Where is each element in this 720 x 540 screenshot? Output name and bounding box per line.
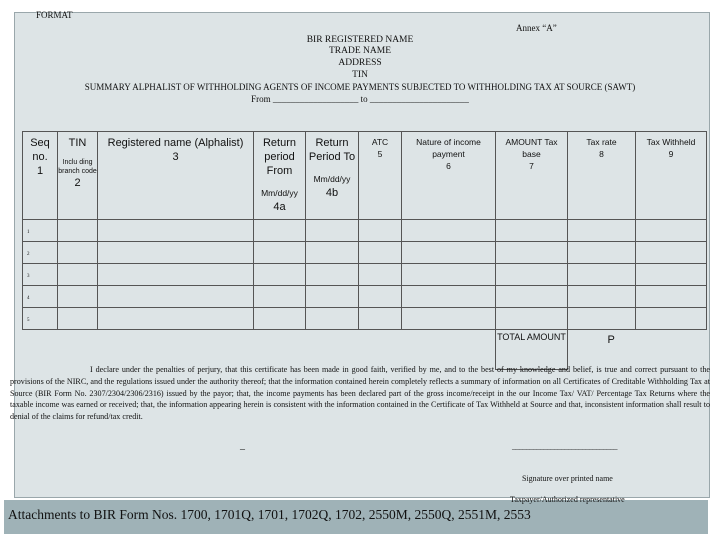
header-address: ADDRESS <box>338 58 382 68</box>
col-atc: ATC 5 <box>359 132 402 220</box>
table-row <box>23 286 707 308</box>
row-number: 2 <box>27 252 30 257</box>
annex-label: Annex “A” <box>516 23 557 33</box>
col-registered-name: Registered name (Alphalist) 3 <box>98 132 254 220</box>
col-tax-withheld: Tax Withheld 9 <box>636 132 707 220</box>
col-tax-base: AMOUNT Tax base 7 <box>496 132 568 220</box>
alphalist-table <box>22 131 707 370</box>
table-header-row <box>23 132 707 220</box>
header-trade-name: TRADE NAME <box>328 46 391 56</box>
form-label: FORMAT <box>36 10 73 20</box>
row-number: 1 <box>27 230 30 235</box>
col-tax-rate: Tax rate 8 <box>568 132 636 220</box>
table-row <box>23 242 707 264</box>
header-tin: TIN <box>352 70 368 80</box>
col-nature-income: Nature of income payment 6 <box>402 132 496 220</box>
page-title: SUMMARY ALPHALIST OF WITHHOLDING AGENTS OF INCOME PAYMENTS SUBJECTED TO WITHHOLDING TAX AT SOURCE (SAWT) <box>84 82 636 92</box>
col-seq: Seq no. 1 <box>23 132 58 220</box>
attachments-footer: Attachments to BIR Form Nos. 1700, 1701Q, 1701, 1702Q, 1702, 2550M, 2550Q, 2551M, 2553 <box>8 507 531 522</box>
row-number: 4 <box>27 296 30 301</box>
signature-label: Signature over printed name <box>522 474 613 483</box>
signature-dash: _ <box>240 440 245 451</box>
declaration-text: I declare under the penalties of perjury, that this certificate has been made in good faith, verified by me, and to the best of my knowledge and belief, is true and correct pursuant to the provisions of the NIRC, and the regulations issued under the authority thereof; that the information contained herein completely reflects a summary of information on all Certificates of Creditable Withholding Tax at Source (BIR Form No. 2307/2304/2306/2316) issued by the payor; that, the income payments has been declared part of the gross income/receipt in the our Income Tax/ VAT/ Percentage Tax Returns where the taxable income was earned or received; that, the information appearing herein is consistent with the information contained in the Certificate of Tax Withheld at Source and that, inconsistent information shall result to denial of the claims for refund/tax credit. <box>10 365 710 422</box>
col-return-from: Return period From Mm/dd/yy 4a <box>254 132 306 220</box>
period-range: From ___________________ to ______________________ <box>251 94 469 104</box>
col-return-to: Return Period To Mm/dd/yy 4b <box>306 132 359 220</box>
table-row <box>23 264 707 286</box>
total-p-mark: P <box>607 334 615 346</box>
representative-label: Taxpayer/Authorized representative <box>510 495 625 504</box>
table-row <box>23 220 707 242</box>
total-amount-label: TOTAL AMOUNT <box>496 330 568 370</box>
col-tin: TIN Inclu ding branch code 2 <box>58 132 98 220</box>
signature-line: ______________________________ <box>512 442 617 451</box>
row-number: 5 <box>27 318 30 323</box>
row-number: 3 <box>27 274 30 279</box>
header-registered-name: BIR REGISTERED NAME <box>306 35 414 45</box>
table-row <box>23 308 707 330</box>
